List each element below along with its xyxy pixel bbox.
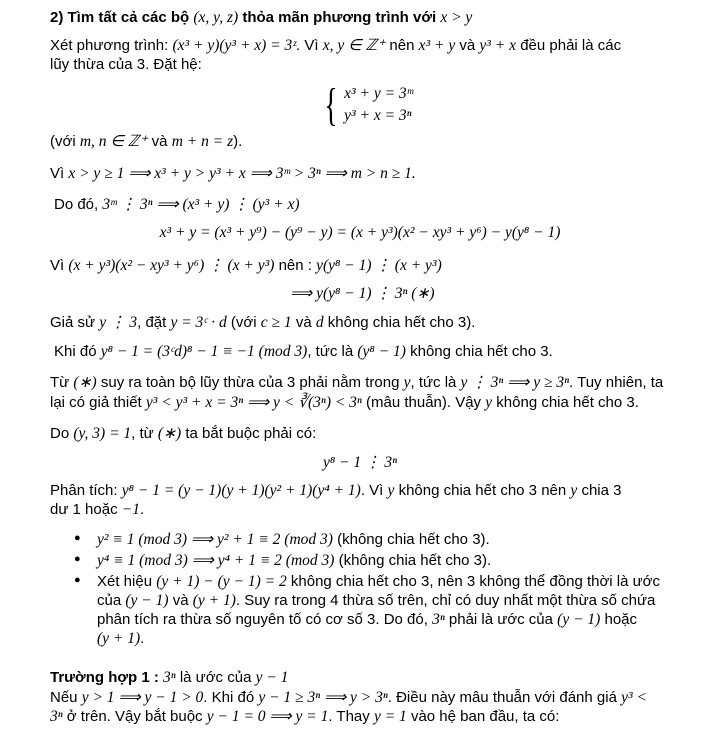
bullet-item-3-line-1 bbox=[97, 572, 660, 592]
text: không chia hết cho 3 nên bbox=[394, 482, 571, 499]
math: (∗) bbox=[157, 425, 182, 442]
text: Do bbox=[50, 425, 74, 442]
text: phải là ước của bbox=[444, 611, 558, 628]
heading-math: x > y bbox=[440, 9, 473, 26]
math: y⁸ − 1 = (y − 1)(y + 1)(y² + 1)(y⁴ + 1) bbox=[121, 482, 361, 499]
equation-y8: y⁸ − 1 ⋮ 3ⁿ bbox=[322, 454, 398, 471]
text: Vì bbox=[50, 257, 69, 274]
bullet-icon: ● bbox=[74, 574, 81, 586]
math: y(y⁸ − 1) ⋮ (x + y³) bbox=[316, 257, 442, 274]
math: y³ < y³ + x = 3ⁿ ⟹ y < ∛(3ⁿ) < 3ⁿ bbox=[145, 394, 362, 411]
text: (không chia hết cho 3). bbox=[334, 552, 492, 569]
math: 3ᵐ ⋮ 3ⁿ ⟹ (x³ + y) ⋮ (y³ + x) bbox=[102, 196, 300, 213]
text: phân tích ra thừa số nguyên tố có cơ số 3. Do đó, bbox=[97, 611, 433, 628]
text: . bbox=[139, 501, 145, 518]
paragraph-contradiction-1 bbox=[50, 373, 663, 393]
text: là ước của bbox=[175, 669, 256, 686]
math: (y + 1) bbox=[192, 592, 236, 609]
text: (với bbox=[50, 133, 80, 150]
text: . bbox=[140, 630, 145, 647]
text: Xét hiệu bbox=[97, 573, 157, 590]
text: . Điều này mâu thuẫn với đánh giá bbox=[387, 689, 622, 706]
math: y bbox=[387, 482, 395, 499]
math: c ≥ 1 bbox=[260, 314, 292, 331]
text: (không chia hết cho 3). bbox=[332, 531, 490, 548]
math: 3ⁿ bbox=[163, 669, 176, 686]
math: y⁸ − 1 = (3ᶜd)⁸ − 1 ≡ −1 (mod 3) bbox=[100, 343, 308, 360]
paragraph-gcd bbox=[50, 424, 316, 444]
paragraph-factor-2 bbox=[50, 500, 144, 520]
text: lại có giả thiết bbox=[50, 394, 146, 411]
bullet-item-3-line-4 bbox=[97, 629, 144, 649]
math: (x + y³)(x² − xy³ + y⁶) ⋮ (x + y³) bbox=[68, 257, 275, 274]
paragraph-inequality bbox=[50, 164, 416, 184]
math: y = 3ᶜ · d bbox=[170, 314, 227, 331]
system-equation-1: x³ + y = 3ᵐ bbox=[344, 85, 414, 102]
condition-line bbox=[50, 132, 242, 152]
text: . Khi đó bbox=[203, 689, 259, 706]
math: (x³ + y)(y³ + x) = 3ᶻ bbox=[172, 37, 297, 54]
math: y³ < bbox=[621, 689, 647, 706]
text: đều phải là các bbox=[516, 37, 622, 54]
equation-star: ⟹ y(y⁸ − 1) ⋮ 3ⁿ (∗) bbox=[290, 285, 435, 302]
math: (y⁸ − 1) bbox=[357, 343, 406, 360]
math: (∗) bbox=[73, 374, 97, 391]
text: và bbox=[455, 37, 480, 54]
math: y > 1 ⟹ y − 1 > 0 bbox=[81, 689, 204, 706]
text: suy ra toàn bộ lũy thừa của 3 phải nằm trong bbox=[96, 374, 404, 391]
math: y − 1 ≥ 3ⁿ ⟹ y > 3ⁿ bbox=[258, 689, 388, 706]
paragraph-line: lũy thừa của 3. Đặt hệ: bbox=[50, 56, 202, 73]
paragraph-consequence bbox=[50, 256, 442, 276]
text: ). bbox=[233, 133, 243, 150]
paragraph-divisibility bbox=[54, 195, 300, 215]
math: y² ≡ 1 (mod 3) ⟹ y² + 1 ≡ 2 (mod 3) bbox=[97, 531, 333, 548]
text: chia 3 bbox=[577, 482, 622, 499]
paragraph-case-1-a bbox=[50, 688, 647, 708]
text: ở trên. Vậy bắt buộc bbox=[62, 708, 207, 725]
bullet-item-1 bbox=[97, 530, 490, 550]
bullet-item-3-line-2 bbox=[97, 591, 655, 611]
text: . Vì bbox=[360, 482, 388, 499]
math: y⁴ ≡ 1 (mod 3) ⟹ y⁴ + 1 ≡ 2 (mod 3) bbox=[97, 552, 335, 569]
text: không chia hết cho 3. bbox=[492, 394, 639, 411]
text: , từ bbox=[131, 425, 158, 442]
text: . Suy ra trong 4 thừa số trên, chỉ có duy nhất một thừa số chứa bbox=[235, 592, 656, 609]
text: Giả sử bbox=[50, 314, 100, 331]
math: 3ⁿ bbox=[432, 611, 445, 628]
math: y bbox=[485, 394, 493, 411]
paragraph-assume bbox=[50, 313, 475, 333]
math: d bbox=[315, 314, 324, 331]
math: y bbox=[403, 374, 411, 391]
text: , tức là bbox=[307, 343, 358, 360]
case-1-heading bbox=[50, 668, 288, 688]
text: nên bbox=[385, 37, 419, 54]
text: (mâu thuẫn). Vậy bbox=[361, 394, 486, 411]
heading-text: thỏa mãn phương trình với bbox=[238, 9, 441, 26]
heading-text: 2) Tìm tất cả các bộ bbox=[50, 9, 194, 26]
math: y = 1 bbox=[373, 708, 407, 725]
text: Từ bbox=[50, 374, 74, 391]
paragraph-mod bbox=[54, 342, 553, 362]
math: (y + 1) − (y − 1) = 2 bbox=[156, 573, 287, 590]
case-title: Trường hợp 1 : bbox=[50, 669, 159, 686]
bullet-item-2 bbox=[97, 551, 491, 571]
heading-math: (x, y, z) bbox=[193, 9, 239, 26]
text: và bbox=[168, 592, 193, 609]
text: và bbox=[147, 133, 172, 150]
math: y ⋮ 3 bbox=[99, 314, 138, 331]
math: y − 1 = 0 ⟹ y = 1 bbox=[206, 708, 329, 725]
text: Do đó, bbox=[54, 196, 103, 213]
math: (y, 3) = 1 bbox=[73, 425, 132, 442]
text: . Thay bbox=[328, 708, 374, 725]
text: (với bbox=[226, 314, 261, 331]
text: , tức là bbox=[410, 374, 461, 391]
text: của bbox=[97, 592, 126, 609]
paragraph-case-1-b bbox=[50, 707, 559, 727]
text: không chia hết cho 3. bbox=[405, 343, 553, 360]
text: Phân tích: bbox=[50, 482, 122, 499]
math: x³ + y bbox=[418, 37, 456, 54]
text: ta bắt buộc phải có: bbox=[181, 425, 317, 442]
math: y ⋮ 3ⁿ ⟹ y ≥ 3ⁿ bbox=[460, 374, 570, 391]
equation-expansion: x³ + y = (x³ + y⁹) − (y⁹ − y) = (x + y³)(x² − xy³ + y⁶) − y(y⁸ − 1) bbox=[159, 224, 561, 241]
text: Xét phương trình: bbox=[50, 37, 173, 54]
math: y³ + x bbox=[479, 37, 517, 54]
math: (y − 1) bbox=[125, 592, 169, 609]
text: Vì bbox=[50, 165, 69, 182]
math: y − 1 bbox=[255, 669, 289, 686]
text: Khi đó bbox=[54, 343, 101, 360]
bullet-icon: ● bbox=[74, 532, 81, 544]
math: x, y ∈ ℤ⁺ bbox=[322, 37, 386, 54]
math: −1 bbox=[121, 501, 140, 518]
left-brace-symbol: { bbox=[324, 79, 338, 130]
math: y bbox=[570, 482, 578, 499]
paragraph-factor-1 bbox=[50, 481, 621, 501]
text: và bbox=[291, 314, 316, 331]
text: Nếu bbox=[50, 689, 82, 706]
text: dư 1 hoặc bbox=[50, 501, 122, 518]
system-equation-2: y³ + x = 3ⁿ bbox=[344, 107, 412, 124]
text: hoặc bbox=[600, 611, 638, 628]
math: (y + 1) bbox=[97, 630, 141, 647]
text: , đặt bbox=[137, 314, 171, 331]
text: vào hệ ban đầu, ta có: bbox=[406, 708, 560, 725]
text: . Vì bbox=[296, 37, 323, 54]
bullet-icon: ● bbox=[74, 553, 81, 565]
math: m + n = z bbox=[171, 133, 234, 150]
paragraph-equation-intro bbox=[50, 36, 621, 56]
math: 3ⁿ bbox=[50, 708, 63, 725]
math: (y − 1) bbox=[557, 611, 601, 628]
equation-system bbox=[320, 79, 414, 130]
paragraph-contradiction-2 bbox=[50, 393, 639, 413]
text: không chia hết cho 3, nên 3 không thể đồng thời là ước bbox=[286, 573, 661, 590]
section-heading bbox=[50, 8, 472, 28]
math: m, n ∈ ℤ⁺ bbox=[79, 133, 148, 150]
text: . Tuy nhiên, ta bbox=[569, 374, 664, 391]
bullet-item-3-line-3 bbox=[97, 610, 637, 630]
text: nên : bbox=[274, 257, 317, 274]
text: không chia hết cho 3). bbox=[323, 314, 476, 331]
math: x > y ≥ 1 ⟹ x³ + y > y³ + x ⟹ 3ᵐ > 3ⁿ ⟹ m > n ≥ 1. bbox=[68, 165, 416, 182]
